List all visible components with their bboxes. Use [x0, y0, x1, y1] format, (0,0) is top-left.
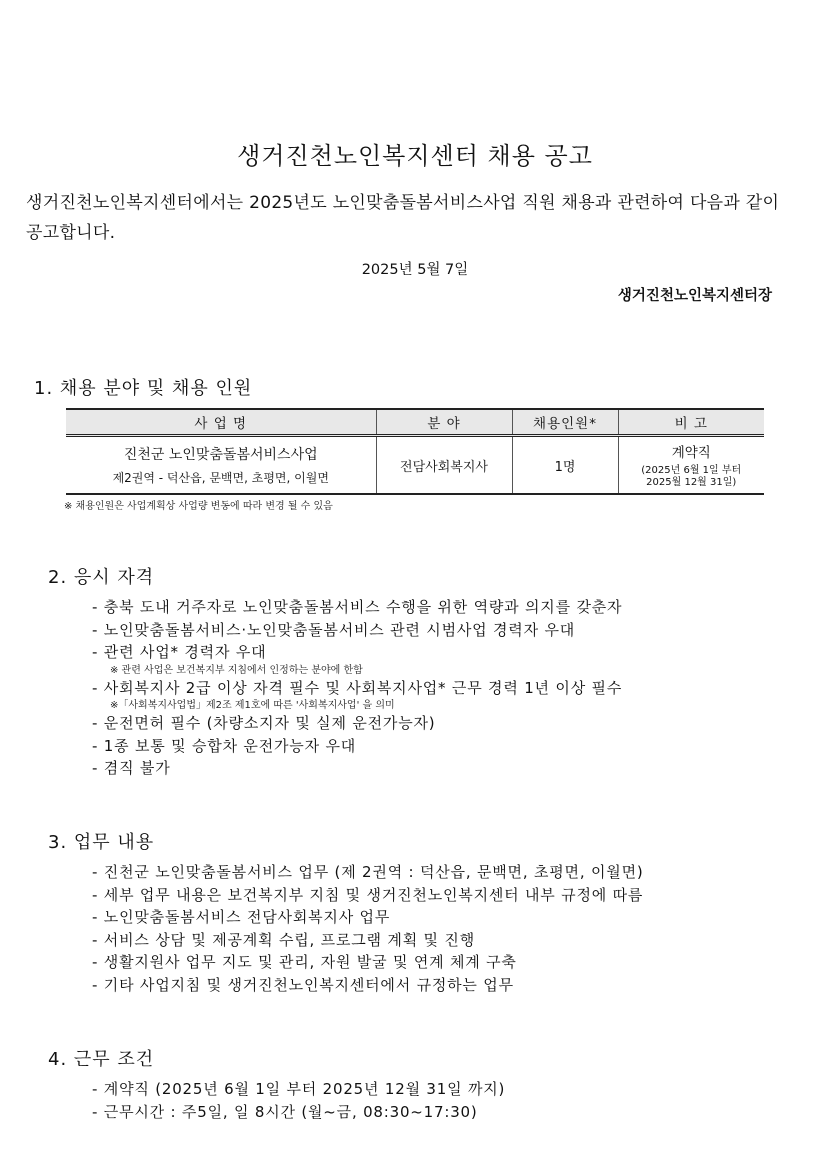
list-footnote: ※ 관련 사업은 보건복지부 지침에서 인정하는 분야에 한함 — [110, 664, 363, 676]
cell-note — [618, 436, 764, 495]
section-heading-duties: 3. 업무 내용 — [48, 832, 155, 853]
header-note: 비 고 — [618, 409, 764, 436]
note-period-end: 2025월 12월 31일) — [646, 477, 737, 488]
list-item: - 계약직 (2025년 6월 1일 부터 2025년 12월 31일 까지) — [92, 1080, 506, 1098]
list-item: - 진천군 노인맞춤돌봄서비스 업무 (제 2권역 : 덕산읍, 문백면, 초평면, 이월면) — [92, 863, 644, 881]
list-item: - 사회복지사 2급 이상 자격 필수 및 사회복지사업* 근무 경력 1년 이상 필수 — [92, 678, 623, 697]
page-title: 생거진천노인복지센터 채용 공고 — [237, 142, 593, 170]
list-item: - 기타 사업지침 및 생거진천노인복지센터에서 규정하는 업무 — [92, 975, 514, 994]
business-area: 제2권역 - 덕산읍, 문백면, 초평면, 이월면 — [112, 471, 329, 485]
list-footnote: ※「사회복지사업법」제2조 제1호에 따른 '사회복지사업' 을 의미 — [110, 700, 395, 711]
note-type: 계약직 — [671, 445, 711, 461]
list-item: - 겸직 불가 — [92, 759, 171, 777]
section-heading-recruitment: 1. 채용 분야 및 채용 인원 — [34, 378, 253, 399]
list-item: - 노인맞춤돌봄서비스 전담사회복지사 업무 — [92, 908, 391, 926]
section-heading-conditions: 4. 근무 조건 — [48, 1049, 155, 1070]
qualifications-list — [92, 596, 622, 780]
announcement-date: 2025년 5월 7일 — [361, 262, 469, 278]
list-item: - 생활지원사 업무 지도 및 관리, 자원 발굴 및 연계 체계 구축 — [92, 953, 517, 971]
conditions-list — [92, 1078, 505, 1123]
list-item: - 노인맞춤돌봄서비스·노인맞춤돌봄서비스 관련 시범사업 경력자 우대 — [92, 620, 576, 639]
list-item: - 1종 보통 및 승합차 운전가능자 우대 — [92, 736, 357, 755]
list-item: - 근무시간 : 주5일, 일 8시간 (월~금, 08:30~17:30) — [92, 1102, 478, 1121]
section-heading-qualifications: 2. 응시 자격 — [48, 567, 155, 588]
header-field: 분 야 — [376, 409, 512, 436]
duties-list — [92, 861, 644, 996]
table-row — [66, 436, 764, 495]
recruitment-table — [66, 408, 764, 495]
header-business: 사 업 명 — [66, 409, 376, 436]
note-period-start: (2025년 6월 1일 부터 — [641, 465, 742, 476]
header-count: 채용인원* — [512, 409, 618, 436]
list-item: - 세부 업무 내용은 보건복지부 지침 및 생거진천노인복지센터 내부 규정에 따름 — [92, 885, 644, 904]
list-item: - 서비스 상담 및 제공계획 수립, 프로그램 계획 및 진행 — [92, 930, 475, 949]
cell-count: 1명 — [512, 436, 618, 495]
signer-name: 생거진천노인복지센터장 — [617, 288, 772, 304]
table-footnote: ※ 채용인원은 사업계획상 사업량 변동에 따라 변경 될 수 있음 — [64, 501, 333, 512]
intro-paragraph: 생거진천노인복지센터에서는 2025년도 노인맞춤돌봄서비스사업 직원 채용과 관련하여 다음과 같이 공고합니다. — [26, 193, 780, 243]
list-item: - 운전면허 필수 (차량소지자 및 실제 운전가능자) — [92, 714, 436, 732]
cell-field: 전담사회복지사 — [376, 436, 512, 495]
cell-business — [66, 436, 376, 495]
table-header-row — [66, 409, 764, 436]
business-name: 진천군 노인맞춤돌봄서비스사업 — [123, 447, 318, 463]
list-item: - 관련 사업* 경력자 우대 — [92, 643, 267, 661]
list-item: - 충북 도내 거주자로 노인맞춤돌봄서비스 수행을 위한 역량과 의지를 갖춘자 — [92, 598, 623, 616]
